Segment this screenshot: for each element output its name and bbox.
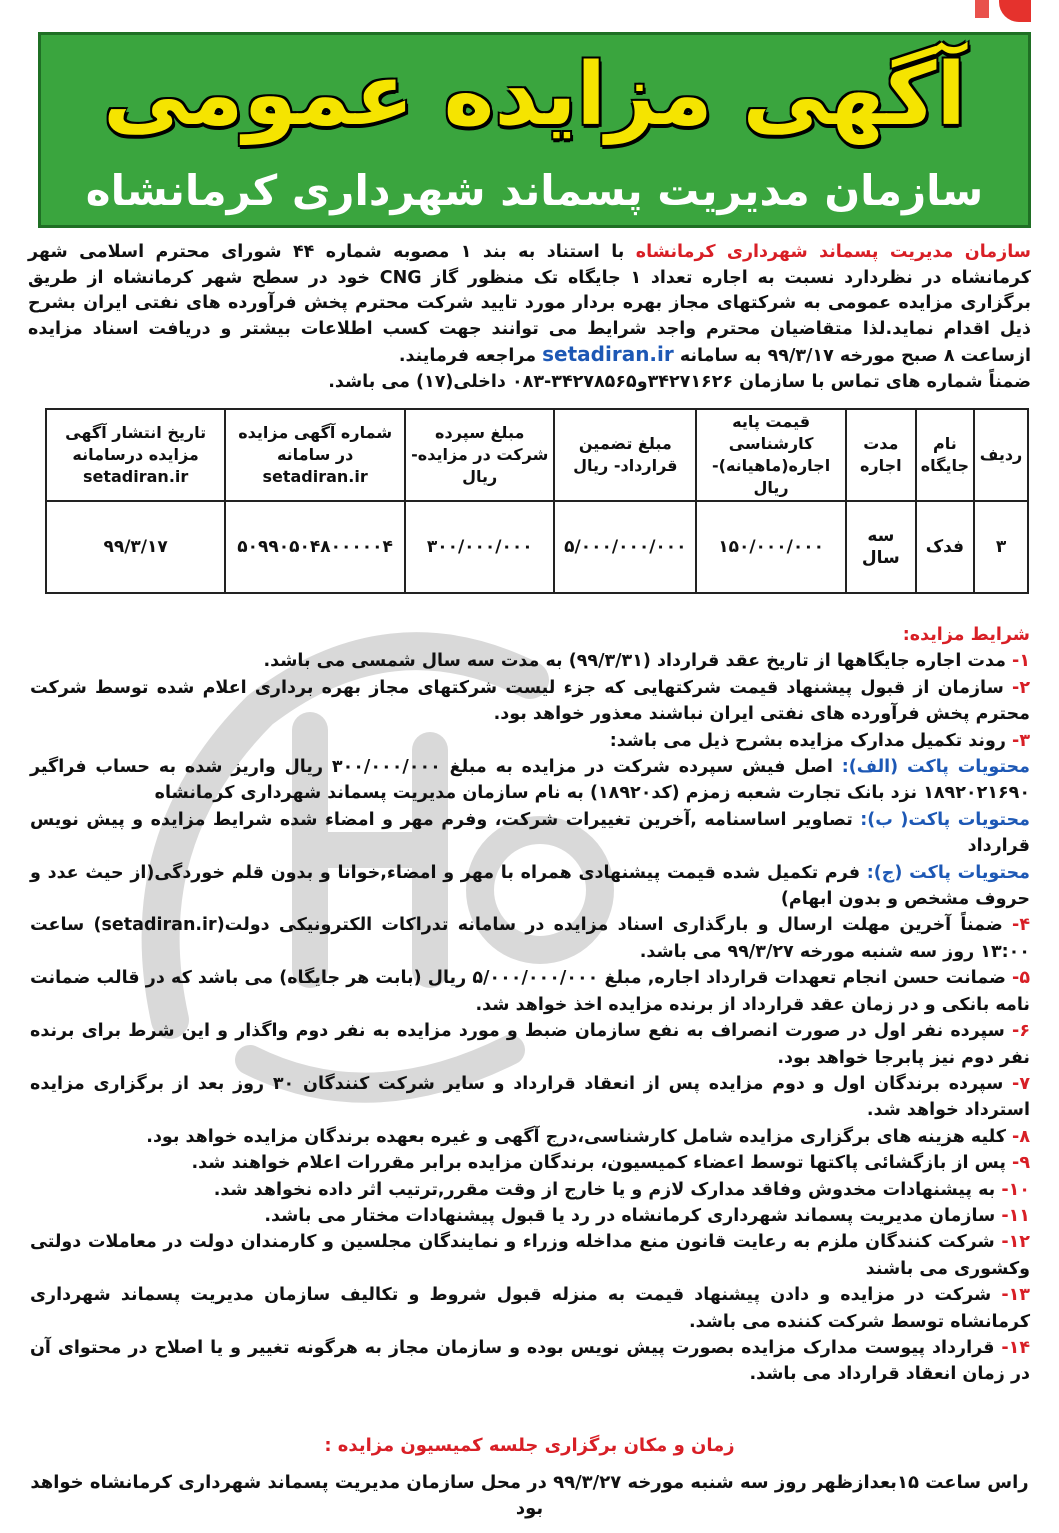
condition-item (30, 1282, 1030, 1335)
condition-number: ۳- (1005, 730, 1030, 751)
condition-text: شرکت کنندگان ملزم به رعایت قانون منع مداخله وزراء و نمایندگان مجلسین و کارمندان دولت در معاملات دولتی وکشوری می باشند (30, 1232, 1030, 1279)
condition-text: سازمان از قبول پیشنهاد قیمت شرکتهایی که جزء لیست شرکتهای مجاز بهره برداری اعلام شده توسط شرکت محترم پخش فرآورده های نفتی ایران نباشند معذور خواهد بود. (30, 677, 1030, 725)
conditions-title: شرایط مزایده: (902, 625, 1030, 645)
condition-number: ۱۰- (995, 1179, 1030, 1200)
col-header-base-price: قیمت پایه کارشناسی اجاره(ماهیانه)- ریال (696, 409, 846, 501)
packet-text: اصل فیش سپرده شرکت در مزایده به مبلغ ۳۰۰/۰۰۰/۰۰۰ ریال واریز شده به حساب فراگیر ۱۸۹۲۰۲۱۶۹۰ نزد بانک تجارت شعبه زمزم (کد۱۸۹۲۰) به نام سازمان مدیریت پسماند شهرداری کرمانشاه (30, 757, 1030, 804)
commission-title: زمان و مکان برگزاری جلسه کمیسیون مزایده : (324, 1435, 735, 1456)
condition-item (30, 648, 1030, 674)
condition-text: روند تکمیل مدارک مزایده بشرح ذیل می باشد: (609, 730, 1006, 751)
condition-text: مدت اجاره جایگاهها از تاریخ عقد قرارداد (۹۹/۳/۳۱) به مدت سه سال شمسی می باشد. (263, 651, 1006, 672)
cell-publish-date: ۹۹/۳/۱۷ (46, 501, 225, 593)
condition-number: ۱۲- (994, 1232, 1030, 1253)
cell-lease-duration: سه سال (846, 501, 916, 593)
col-header-row-number: ردیف (974, 409, 1028, 501)
condition-item (30, 1071, 1030, 1124)
col-header-notice-number: شماره آگهی مزایده در سامانه setadiran.ir (225, 409, 405, 501)
intro-contact: ضمناً شماره های تماس با سازمان ۳۴۲۷۱۶۲۶و۳۴۲۷۸۵۶۵-۰۸۳ داخلی(۱۷) می باشد. (328, 371, 1031, 392)
cell-notice-number: ۵۰۹۹۰۵۰۴۸۰۰۰۰۰۴ (225, 501, 405, 593)
condition-number: ۷- (1003, 1073, 1031, 1094)
condition-number: ۹- (1005, 1153, 1030, 1174)
packet-label: محتویات پاکت (الف): (832, 757, 1030, 778)
cell-row-number: ۳ (974, 501, 1028, 593)
packet-item (30, 754, 1030, 807)
condition-number: ۱- (1005, 651, 1030, 672)
intro-paragraph (28, 240, 1031, 396)
condition-text: ضمانت حسن انجام تعهدات قرارداد اجاره, مبلغ ۵/۰۰۰/۰۰۰/۰۰۰ ریال (بابت هر جایگاه) می باشد که در قالب ضمانت نامه بانکی و در زمان عقد قرارداد از برنده مزایده اخذ خواهد شد. (30, 968, 1030, 1015)
condition-item (30, 1203, 1030, 1229)
condition-item (30, 965, 1030, 1018)
packet-item (30, 860, 1030, 913)
organization-subtitle: سازمان مدیریت پسماند شهرداری کرمانشاه (85, 166, 984, 215)
intro-site-link[interactable]: setadiran.ir (542, 342, 674, 367)
condition-item (30, 1018, 1030, 1071)
commission-text: راس ساعت ۱۵بعدازظهر روز سه شنبه مورخه ۹۹/۳/۲۷ در محل سازمان مدیریت پسماند شهرداری کرمانشاه خواهد بود (30, 1472, 1029, 1519)
table-header-row (46, 409, 1028, 501)
notice-title: آگهی مزایده عمومی (103, 45, 966, 145)
packet-item (30, 807, 1030, 860)
col-header-station-name: نام جایگاه (916, 409, 974, 501)
cell-station-name: فدک (916, 501, 974, 593)
condition-number: ۱۳- (991, 1285, 1030, 1306)
col-header-deposit: مبلغ سپرده شرکت در مزایده- ریال (405, 409, 554, 501)
condition-number: ۱۴- (994, 1337, 1031, 1358)
intro-text-2: مراجعه فرمایند. (398, 346, 543, 367)
condition-text: سپرده نفر اول در صورت انصراف به نفع سازمان ضبط و مورد مزایده به نفر دوم واگذار و این شرط برای برنده نفر دوم نیز پابرجا خواهد بود. (30, 1021, 1030, 1068)
intro-org-name: سازمان مدیریت پسماند شهرداری کرمانشاه (635, 242, 1031, 262)
col-header-publish-date: تاریخ انتشار آگهی مزایده درسامانه setadiran.ir (46, 409, 225, 501)
condition-item (30, 1177, 1030, 1203)
table-row (46, 501, 1028, 593)
condition-item (30, 1335, 1030, 1388)
condition-text: پس از بازگشائی پاکتها توسط اعضاء کمیسیون، برندگان مزایده برابر مقررات اعلام خواهند شد. (191, 1153, 1006, 1174)
condition-text: شرکت در مزایده و دادن پیشنهاد قیمت به منزله قبول شروط و تکالیف سازمان مدیریت پسماند شهرداری کرمانشاه توسط شرکت کننده می باشد. (30, 1285, 1030, 1332)
cell-deposit: ۳۰۰/۰۰۰/۰۰۰ (405, 501, 554, 593)
cell-base-price: ۱۵۰/۰۰۰/۰۰۰ (696, 501, 846, 593)
conditions-section (30, 622, 1030, 1388)
condition-text: قرارداد پیوست مدارک مزایده بصورت پیش نویس بوده و سازمان مجاز به هرگونه تغییر و یا اصلاح در محتوای آن در زمان انعقاد قرارداد می باشد. (30, 1337, 1030, 1385)
condition-text: به پیشنهادات مخدوش وفاقد مدارک لازم و یا خارج از وقت مقرر,ترتیب اثر داده نخواهد شد. (213, 1179, 996, 1200)
condition-item (30, 912, 1030, 965)
condition-item (30, 1229, 1030, 1282)
condition-number: ۲- (1003, 677, 1030, 698)
condition-number: ۴- (1002, 915, 1030, 936)
condition-item (30, 1124, 1030, 1150)
condition-text: سپرده برندگان اول و دوم مزایده پس از انعقاد قرارداد و سایر شرکت کنندگان ۳۰ روز بعد از برگزاری مزایده استرداد خواهد شد. (30, 1073, 1030, 1121)
condition-text: ضمناً آخرین مهلت ارسال و بارگذاری اسناد مزایده در سامانه تدراکات الکترونیکی دولت(setadiran.ir) ساعت ۱۳:۰۰ روز سه شنبه مورخه ۹۹/۳/۲۷ می باشد. (30, 915, 1030, 962)
notice-header (38, 32, 1031, 228)
intro-text-1: با استناد به بند ۱ مصوبه شماره ۴۴ شورای محترم اسلامی شهر کرمانشاه در نظردارد نسبت به اجاره تعداد ۱ جایگاه تک منظور گاز CNG خود در سطح شهر کرمانشاه از طریق برگزاری مزایده عمومی به شرکتهای مجاز بهره بردار مورد تایید شرکت محترم پخش فرآورده های نفتی ایران بشرح ذیل اقدام نماید.لذا متقاضیان محترم واجد شرایط می توانند جهت کسب اطلاعات بیشتر و دریافت اسناد مزایده ازساعت ۸ صبح مورخه ۹۹/۳/۱۷ به سامانه (28, 242, 1031, 367)
condition-number: ۸- (1005, 1126, 1030, 1147)
auction-table (45, 408, 1029, 594)
packet-text: تصاویر اساسنامه ,آخرین تغییرات شرکت، وفرم مهر و امضاء شده شرایط مزایده و پیش نویس قرارداد (30, 809, 1030, 857)
condition-number: ۵- (1005, 968, 1030, 989)
condition-item (30, 675, 1030, 728)
condition-item (30, 728, 1030, 754)
condition-number: ۱۱- (995, 1205, 1030, 1226)
packet-label: محتویات پاکت( ب): (852, 809, 1031, 830)
packet-text: فرم تکمیل شده قیمت پیشنهادی همراه با مهر و امضاء,خوانا و بدون قلم خوردگی(از حیث عدد و حروف مشخص و بدون ابهام) (30, 862, 1030, 910)
packet-label: محتویات پاکت (ج): (860, 862, 1030, 883)
condition-item (30, 1150, 1030, 1176)
corner-logo-mark-small (975, 0, 989, 18)
cell-guarantee: ۵/۰۰۰/۰۰۰/۰۰۰ (554, 501, 696, 593)
corner-logo-mark (999, 0, 1031, 22)
condition-number: ۶- (1004, 1021, 1030, 1042)
col-header-lease-duration: مدت اجاره (846, 409, 916, 501)
condition-text: کلیه هزینه های برگزاری مزایده شامل کارشناسی،درج آگهی و غیره بعهده برندگان مزایده خواهد بود. (146, 1126, 1006, 1147)
col-header-guarantee: مبلغ تضمین قرارداد- ریال (554, 409, 696, 501)
condition-text: سازمان مدیریت پسماند شهرداری کرمانشاه در رد یا قبول پیشنهادات مختار می باشد. (264, 1205, 996, 1226)
